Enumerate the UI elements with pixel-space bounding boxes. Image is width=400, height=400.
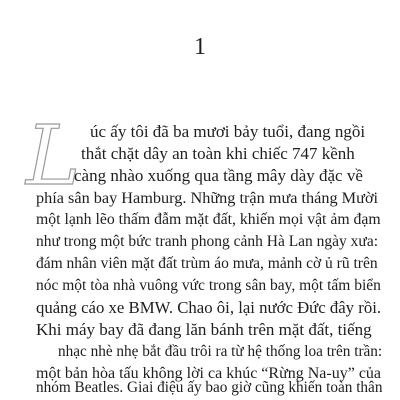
paragraph-2-line-4: nhóm Beatles. Giai điệu ấy bao giờ cũng khiến toàn thân xyxy=(36,379,383,396)
chapter-number: 1 xyxy=(194,34,206,60)
paragraph-2-line-3: một bản hòa tấu không lời ca khúc “Rừng Na-uy” của xyxy=(36,365,382,382)
paragraph-2-line-2: nhạc nhè nhẹ bắt đầu trôi ra từ hệ thống loa trên trần: xyxy=(58,343,383,360)
paragraph-1-line-3: càng nhào xuống qua tầng mây dày đặc về xyxy=(74,166,363,185)
paragraph-1-line-6: như trong một bức tranh phong cảnh Hà Lan ngày xưa: xyxy=(36,233,379,250)
paragraph-1-line-1: úc ấy tôi đã ba mươi bảy tuổi, đang ngồi xyxy=(90,122,366,141)
paragraph-1-line-9: quảng cáo xe BMW. Chao ôi, lại nước Đức đây rồi. xyxy=(36,298,382,317)
paragraph-1-line-4: phía sân bay Hamburg. Những trận mưa tháng Mười xyxy=(36,189,379,207)
paragraph-1-line-2: thắt chặt dây an toàn khi chiếc 747 kềnh xyxy=(81,144,355,163)
paragraph-1-line-7: đám nhân viên mặt đất trùm áo mưa, mảnh cờ ủ rũ trên xyxy=(36,255,378,272)
paragraph-2-line-1: Khi máy bay đã đang lăn bánh trên mặt đất, tiếng xyxy=(36,320,372,339)
paragraph-1-line-5: một lạnh lẽo thấm đẫm mặt đất, khiến mọi vật ảm đạm xyxy=(36,211,381,228)
paragraph-1-line-8: nóc một tòa nhà vuông vức trong sân bay, một tấm biển xyxy=(36,277,381,294)
drop-cap-glyph: L xyxy=(26,118,81,190)
